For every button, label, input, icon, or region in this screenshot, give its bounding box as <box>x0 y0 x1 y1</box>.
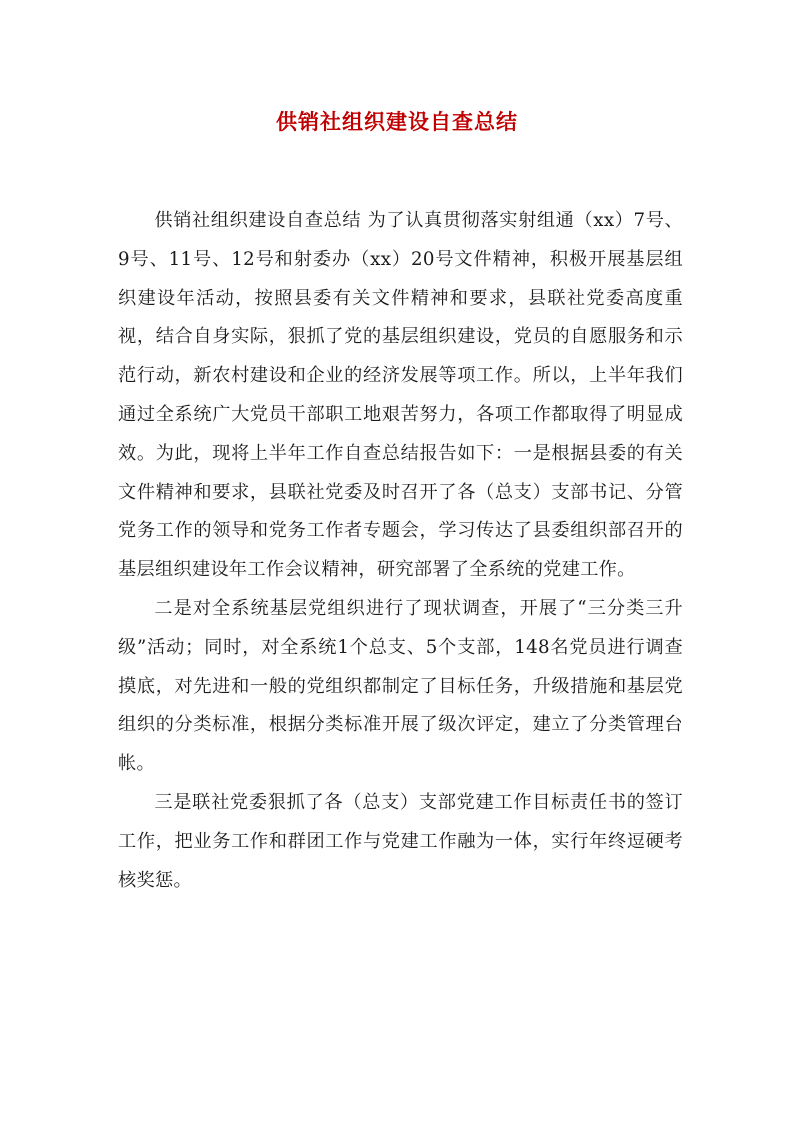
document-body <box>118 202 683 900</box>
document-title: 供销社组织建设自查总结 <box>276 110 518 134</box>
paragraph-2: 二是对全系统基层党组织进行了现状调查，开展了“三分类三升级”活动；同时，对全系统1个总支、5个支部，148名党员进行调查摸底，对先进和一般的党组织都制定了目标任务，升级措施和基层党组织的分类标准，根据分类标准开展了级次评定，建立了分类管理台帐。 <box>118 597 683 775</box>
paragraph-3: 三是联社党委狠抓了各（总支）支部党建工作目标责任书的签订工作，把业务工作和群团工作与党建工作融为一体，实行年终逗硬考核奖惩。 <box>118 791 683 891</box>
paragraph-1: 供销社组织建设自查总结 为了认真贯彻落实射组通（xx）7号、9号、11号、12号和射委办（xx）20号文件精神，积极开展基层组织建设年活动，按照县委有关文件精神和要求，县联社党委高度重视，结合自身实际，狠抓了党的基层组织建设，党员的自愿服务和示范行动，新农村建设和企业的经济发展等项工作。所以，上半年我们通过全系统广大党员干部职工地艰苦努力，各项工作都取得了明显成效。为此，现将上半年工作自查总结报告如下：一是根据县委的有关文件精神和要求，县联社党委及时召开了各（总支）支部书记、分管党务工作的领导和党务工作者专题会，学习传达了县委组织部召开的基层组织建设年工作会议精神，研究部署了全系统的党建工作。 <box>118 210 683 581</box>
